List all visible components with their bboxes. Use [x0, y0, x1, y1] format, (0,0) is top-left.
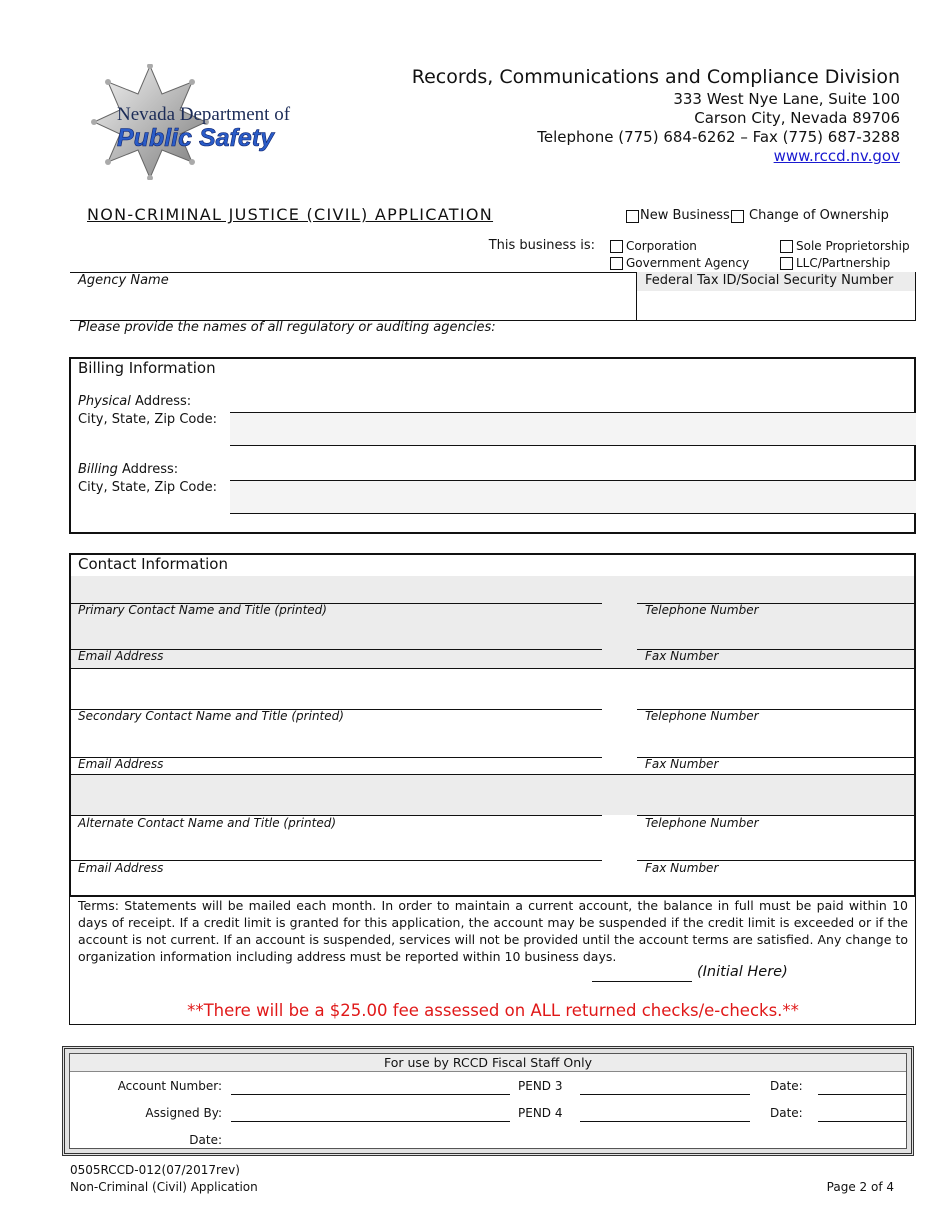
pend3-date-label: Date:: [770, 1079, 803, 1093]
alternate-fax-label: Fax Number: [645, 861, 719, 875]
secondary-fax-label: Fax Number: [645, 757, 719, 771]
physical-city-input[interactable]: [230, 412, 916, 446]
primary-contact-input[interactable]: [70, 580, 602, 602]
primary-contact-label: Primary Contact Name and Title (printed): [78, 603, 327, 617]
secondary-email-input[interactable]: [70, 732, 602, 756]
corporation-checkbox[interactable]: [610, 240, 623, 253]
fiscal-date-input[interactable]: [231, 1130, 510, 1150]
dps-logo: [80, 64, 342, 180]
billing-city-label: City, State, Zip Code:: [78, 480, 217, 495]
change-of-ownership-label: Change of Ownership: [749, 208, 889, 223]
division-title: Records, Communications and Compliance Division: [411, 66, 900, 88]
primary-telephone-label: Telephone Number: [645, 603, 759, 617]
phone-fax: Telephone (775) 684-6262 – Fax (775) 687-3288: [537, 128, 900, 146]
alternate-email-input[interactable]: [70, 835, 602, 859]
government-agency-checkbox[interactable]: [610, 257, 623, 270]
contact-title: Contact Information: [78, 555, 228, 573]
alternate-email-label: Email Address: [78, 861, 164, 875]
pend3-rule: [580, 1094, 750, 1095]
alternate-contact-input[interactable]: [70, 790, 602, 814]
fiscal-date-label: Date:: [189, 1133, 222, 1147]
returned-check-fee-notice: **There will be a $25.00 fee assessed on ALL returned checks/e-checks.**: [187, 1001, 799, 1020]
account-number-rule: [231, 1094, 510, 1095]
physical-city-label: City, State, Zip Code:: [78, 412, 217, 427]
secondary-email-label: Email Address: [78, 757, 164, 771]
pend3-input[interactable]: [580, 1074, 750, 1094]
secondary-contact-label: Secondary Contact Name and Title (printed): [78, 709, 344, 723]
billing-address-input[interactable]: [230, 458, 916, 480]
government-agency-label: Government Agency: [626, 256, 750, 270]
primary-email-input[interactable]: [70, 624, 602, 648]
logo-text-department: Nevada Department of: [117, 104, 291, 125]
secondary-telephone-input[interactable]: [637, 684, 914, 708]
pend3-date-rule: [818, 1094, 906, 1095]
secondary-contact-input[interactable]: [70, 684, 602, 708]
pend3-label: PEND 3: [518, 1079, 563, 1093]
billing-city-input[interactable]: [230, 480, 916, 514]
alternate-contact-label: Alternate Contact Name and Title (printed): [78, 816, 336, 830]
website-link[interactable]: www.rccd.nv.gov: [773, 147, 900, 165]
tax-id-field[interactable]: [636, 272, 916, 321]
logo-text-public-safety: Public Safety: [117, 124, 274, 152]
pend4-rule: [580, 1121, 750, 1122]
alternate-telephone-label: Telephone Number: [645, 816, 759, 830]
form-title: NON-CRIMINAL JUSTICE (CIVIL) APPLICATION: [87, 205, 494, 224]
alternate-fax-input[interactable]: [637, 835, 914, 859]
secondary-telephone-label: Telephone Number: [645, 709, 759, 723]
alternate-telephone-input[interactable]: [637, 790, 914, 814]
fiscal-staff-header: For use by RCCD Fiscal Staff Only: [70, 1054, 906, 1072]
form-name: Non-Criminal (Civil) Application: [70, 1180, 258, 1194]
llc-partnership-label: LLC/Partnership: [796, 256, 891, 270]
account-number-input[interactable]: [231, 1074, 510, 1094]
assigned-by-label: Assigned By:: [145, 1106, 222, 1120]
account-number-label: Account Number:: [117, 1079, 222, 1093]
terms-text: Terms: Statements will be mailed each month. In order to maintain a current account, the balance in full must be paid within 10 days of receipt. If a credit limit is granted for this application, the account may be suspended if the credit limit is exceeded or if the account is not current. If an account is suspended, services will not be provided until the account terms are satisfied. Any change to organization information including address must be reported within 10 business days.: [78, 898, 908, 964]
pend4-date-rule: [818, 1121, 906, 1122]
primary-block-bottom: [70, 668, 916, 669]
secondary-fax-input[interactable]: [637, 732, 914, 756]
primary-telephone-input[interactable]: [637, 580, 914, 602]
primary-fax-label: Fax Number: [645, 649, 719, 663]
new-business-checkbox[interactable]: [626, 210, 639, 223]
agency-name-input[interactable]: [70, 292, 636, 318]
llc-partnership-checkbox[interactable]: [780, 257, 793, 270]
address-line-1: 333 West Nye Lane, Suite 100: [673, 90, 900, 108]
form-code: 0505RCCD-012(07/2017rev): [70, 1163, 240, 1177]
tax-id-label: Federal Tax ID/Social Security Number: [645, 273, 894, 288]
new-business-label: New Business: [640, 208, 730, 223]
assigned-by-rule: [231, 1121, 510, 1122]
pend4-date-input[interactable]: [818, 1101, 906, 1121]
pend3-date-input[interactable]: [818, 1074, 906, 1094]
initial-here-label: (Initial Here): [697, 964, 788, 980]
agency-name-label: Agency Name: [78, 273, 169, 288]
business-type-label: This business is:: [488, 238, 595, 253]
billing-title: Billing Information: [78, 359, 216, 377]
billing-address-label: Billing Address:: [78, 462, 179, 477]
initial-input[interactable]: [592, 962, 692, 981]
address-line-2: Carson City, Nevada 89706: [694, 109, 900, 127]
pend4-date-label: Date:: [770, 1106, 803, 1120]
page-number: Page 2 of 4: [826, 1180, 894, 1194]
assigned-by-input[interactable]: [231, 1101, 510, 1121]
regulatory-agencies-input[interactable]: [480, 321, 916, 341]
corporation-label: Corporation: [626, 239, 697, 253]
physical-address-label: Physical Address:: [78, 394, 192, 409]
initial-line: [592, 981, 692, 982]
primary-email-label: Email Address: [78, 649, 164, 663]
physical-address-input[interactable]: [230, 390, 916, 412]
primary-fax-input[interactable]: [637, 624, 914, 648]
sole-proprietorship-checkbox[interactable]: [780, 240, 793, 253]
change-of-ownership-checkbox[interactable]: [731, 210, 744, 223]
regulatory-agencies-label: Please provide the names of all regulatory or auditing agencies:: [78, 320, 496, 335]
pend4-input[interactable]: [580, 1101, 750, 1121]
pend4-label: PEND 4: [518, 1106, 563, 1120]
sole-proprietorship-label: Sole Proprietorship: [796, 239, 910, 253]
